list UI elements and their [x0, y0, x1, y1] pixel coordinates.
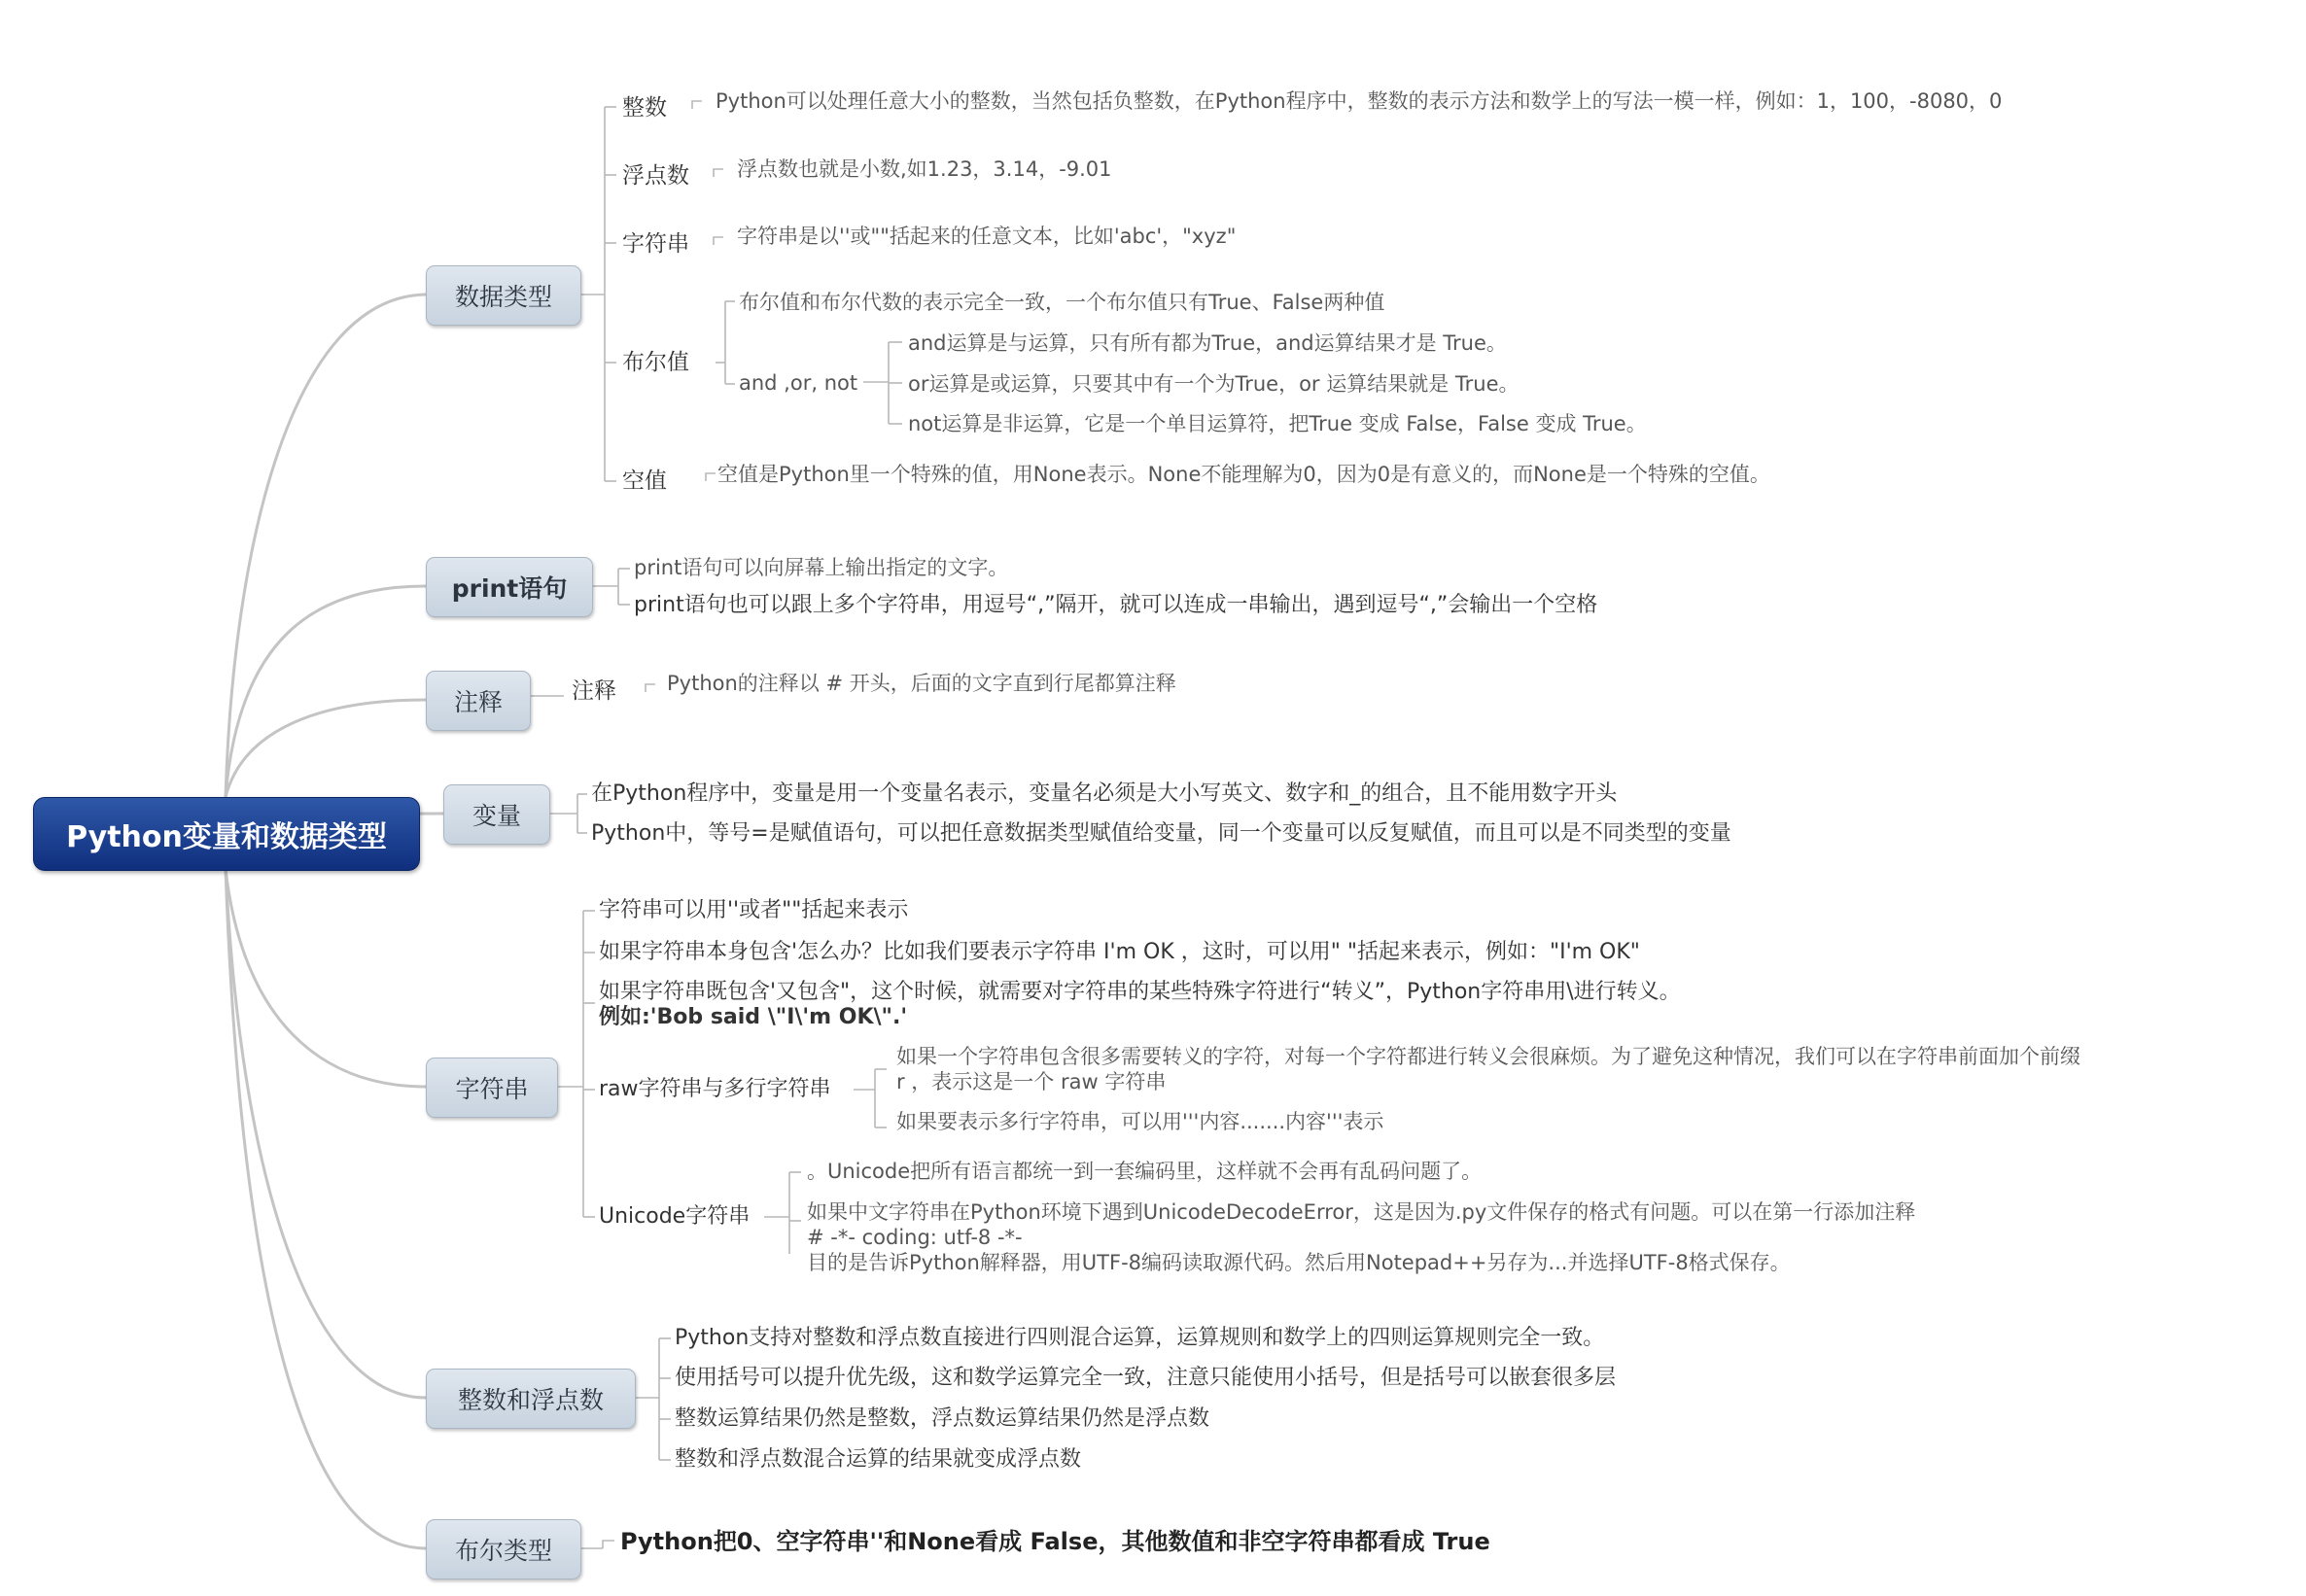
subtopic-int[interactable]: 整数: [622, 95, 667, 121]
raw-description-1b: r ，表示这是一个 raw 字符串: [896, 1070, 1167, 1093]
print-line-2: print语句也可以跟上多个字符串，用逗号“,”隔开，就可以连成一串输出，遇到逗号“,”会输出一个空格: [634, 593, 1598, 617]
link-datatype: [226, 295, 426, 797]
string-line-1: 字符串可以用''或者""括起来表示: [599, 898, 909, 922]
number-line-3: 整数运算结果仍然是整数，浮点数运算结果仍然是浮点数: [675, 1406, 1210, 1431]
topic-number[interactable]: 整数和浮点数: [426, 1369, 636, 1429]
subtopic-unicode[interactable]: Unicode字符串: [599, 1204, 751, 1229]
link-comment: [226, 700, 426, 797]
variable-line-2: Python中，等号=是赋值语句，可以把任意数据类型赋值给变量，同一个变量可以反复赋值，而且可以是不同类型的变量: [591, 821, 1731, 846]
string-line-3a: 如果字符串既包含'又包含"，这个时候，就需要对字符串的某些特殊字符进行“转义”，Python字符串用\进行转义。: [599, 980, 1681, 1004]
unicode-description-2a: 如果中文字符串在Python环境下遇到UnicodeDecodeError，这是因为.py文件保存的格式有问题。可以在第一行添加注释: [807, 1200, 1916, 1224]
link-booltype: [226, 869, 426, 1548]
topic-variable[interactable]: 变量: [443, 784, 550, 845]
raw-description-1a: 如果一个字符串包含很多需要转义的字符，对每一个字符都进行转义会很麻烦。为了避免这种情况，我们可以在字符串前面加个前缀: [896, 1045, 2080, 1068]
topic-comment[interactable]: 注释: [426, 671, 531, 731]
number-line-2: 使用括号可以提升优先级，这和数学运算完全一致，注意只能使用小括号，但是括号可以嵌套很多层: [675, 1366, 1617, 1390]
str-description: 字符串是以''或""括起来的任意文本，比如'abc'，"xyz": [737, 225, 1237, 248]
variable-line-1: 在Python程序中，变量是用一个变量名表示，变量名必须是大小写英文、数字和_的组合，且不能用数字开头: [591, 781, 1618, 806]
topic-datatype[interactable]: 数据类型: [426, 265, 581, 326]
bool-op-or: or运算是或运算，只要其中有一个为True，or 运算结果就是 True。: [908, 372, 1520, 396]
subtopic-comment[interactable]: 注释: [572, 678, 616, 704]
number-line-1: Python支持对整数和浮点数直接进行四则混合运算，运算规则和数学上的四则运算规则完全一致。: [675, 1326, 1605, 1350]
float-description: 浮点数也就是小数,如1.23，3.14，-9.01: [737, 157, 1112, 181]
topic-string[interactable]: 字符串: [426, 1058, 558, 1118]
topic-booltype[interactable]: 布尔类型: [426, 1519, 581, 1579]
unicode-description-1: 。Unicode把所有语言都统一到一套编码里，这样就不会再有乱码问题了。: [807, 1160, 1483, 1183]
link-print: [226, 586, 426, 797]
int-description: Python可以处理任意大小的整数，当然包括负整数，在Python程序中，整数的表示方法和数学上的写法一模一样，例如：1，100，-8080，0: [716, 89, 2003, 113]
subtopic-str[interactable]: 字符串: [622, 231, 689, 257]
topic-print[interactable]: [426, 557, 593, 617]
booltype-description: Python把0、空字符串''和None看成 False，其他数值和非空字符串都看成 True: [620, 1528, 1490, 1555]
topic-print-label: print语句: [451, 574, 568, 603]
comment-description: Python的注释以 # 开头，后面的文字直到行尾都算注释: [667, 672, 1176, 695]
bool-op-not: not运算是非运算，它是一个单目运算符，把True 变成 False，False 变成 True。: [908, 412, 1647, 435]
none-description: 空值是Python里一个特殊的值，用None表示。None不能理解为0，因为0是有意义的，而None是一个特殊的空值。: [717, 463, 1770, 486]
bool-description: 布尔值和布尔代数的表示完全一致，一个布尔值只有True、False两种值: [739, 291, 1385, 314]
raw-description-2: 如果要表示多行字符串，可以用'''内容.......内容'''表示: [896, 1110, 1384, 1133]
unicode-description-2b: # -*- coding: utf-8 -*-: [807, 1226, 1023, 1249]
bool-op-and: and运算是与运算，只有所有都为True，and运算结果才是 True。: [908, 331, 1507, 355]
subtopic-bool[interactable]: 布尔值: [622, 350, 689, 375]
link-number: [226, 869, 426, 1398]
string-line-2: 如果字符串本身包含'怎么办？比如我们要表示字符串 I'm OK ，这时，可以用" "括起来表示，例如："I'm OK": [599, 940, 1640, 964]
print-line-1: print语句可以向屏幕上输出指定的文字。: [634, 556, 1009, 579]
unicode-description-2c: 目的是告诉Python解释器，用UTF-8编码读取源代码。然后用Notepad++另存为...并选择UTF-8格式保存。: [807, 1251, 1791, 1274]
bool-ops-label[interactable]: and ,or, not: [739, 371, 858, 395]
subtopic-raw[interactable]: raw字符串与多行字符串: [599, 1077, 831, 1101]
link-string: [226, 869, 426, 1087]
string-line-3b: 例如:'Bob said \"I\'m OK\".': [599, 1005, 908, 1029]
subtopic-float[interactable]: 浮点数: [622, 163, 689, 189]
number-line-4: 整数和浮点数混合运算的结果就变成浮点数: [675, 1447, 1082, 1472]
root-topic[interactable]: Python变量和数据类型: [33, 797, 420, 871]
subtopic-none[interactable]: 空值: [622, 468, 667, 494]
